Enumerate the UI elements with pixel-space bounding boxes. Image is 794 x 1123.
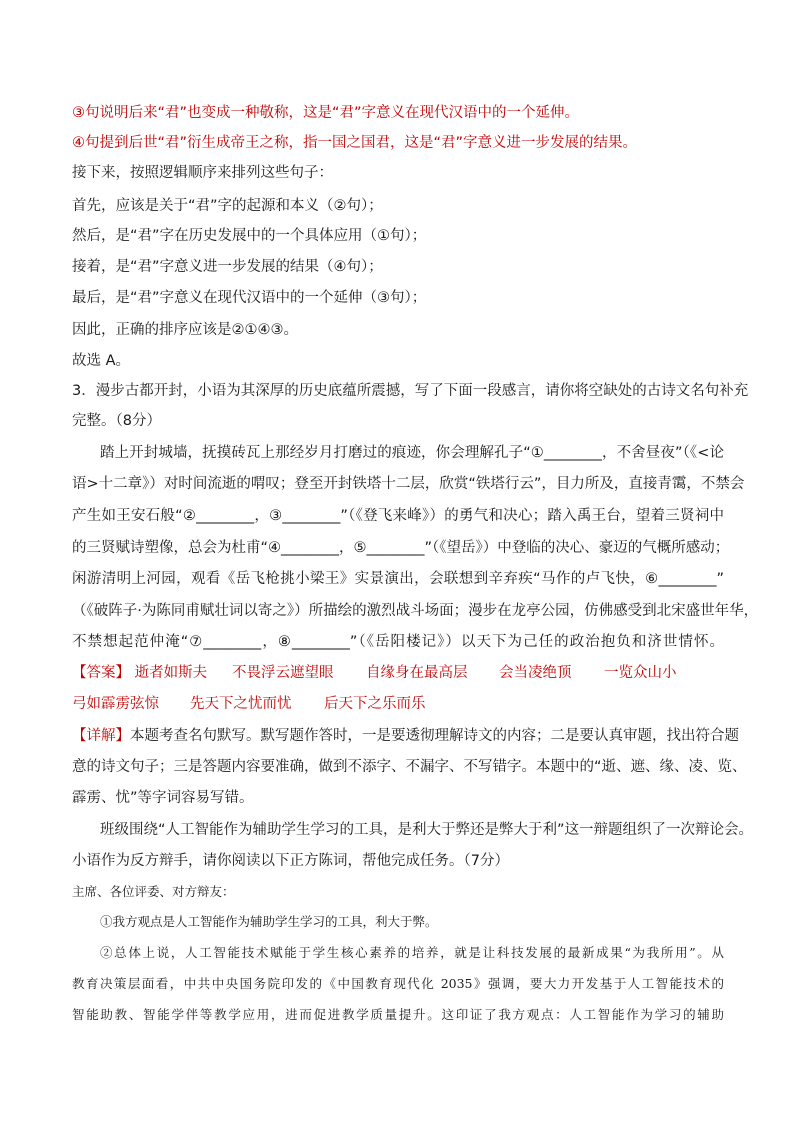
passage-line: 的三贤赋诗塑像，总会为杜甫“④________，⑤________”（《望岳》）中登临的决心、豪迈的气概所感动； [72,540,730,556]
answer-item: 弓如霹雳弦惊 [72,696,159,712]
passage-line: 产生如王安石般“②________，③________”（《登飞来峰》）的勇气和决心；踏入禹王台，望着三贤祠中 [72,508,724,524]
passage-line: （《破阵子·为陈同甫赋壮词以寄之》）所描绘的激烈战斗场面；漫步在龙亭公园，仿佛感受到北宋盛世年华， [72,603,759,619]
analysis-line: ③句说明后来“君”也变成一种敬称，这是“君”字意义在现代汉语中的一个延伸。 [72,105,580,121]
question-stem: 完整。（8分） [72,413,161,429]
question-stem: 3．漫步古都开封，小语为其深厚的历史底蕴所震撼，写了下面一段感言，请你将空缺处的古诗文名句补充 [72,383,749,399]
detail-line [72,726,739,746]
analysis-line: 故选 A。 [72,353,131,369]
passage-line: 踏上开封城墙，抚摸砖瓦上那经岁月打磨过的痕迹，你会理解孔子“①________，不舍昼夜”（《<论 [100,445,724,461]
speech-line: ②总体上说，人工智能技术赋能于学生核心素养的培养，就是让科技发展的最新成果“为我所用”。从 [100,945,724,960]
answer-row [72,694,724,714]
answer-item: 不畏浮云遮望眼 [232,665,334,681]
passage-line: 不禁想起范仲淹“⑦________，⑧________”（《岳阳楼记》）以天下为己任的政治抱负和济世情怀。 [72,634,724,650]
answer-item: 逝者如斯夫 [134,665,208,681]
analysis-line: 最后，是“君”字意义在现代汉语中的一个延伸（③句）； [72,290,427,306]
answer-item: 自缘身在最高层 [366,665,468,681]
speech-line: 智能助教、智能学伴等教学应用，进而促进教学质量提升。这印证了我方观点：人工智能作为学习的辅助 [72,1007,724,1022]
detail-line: 霹雳、忧”等字词容易写错。 [72,790,254,806]
analysis-line: 接着，是“君”字意义进一步发展的结果（④句）； [72,259,383,275]
passage-line: 闲游清明上河园，观看《岳飞枪挑小梁王》实景演出，会联想到辛弃疾“马作的卢飞快，⑥________” [72,571,724,587]
analysis-line: 然后，是“君”字在历史发展中的一个具体应用（①句）； [72,228,427,244]
question-stem: 班级围绕“人工智能作为辅助学生学习的工具，是利大于弊还是弊大于利”这一辩题组织了一次辩论会。 [100,822,754,838]
speech-line: ①我方观点是人工智能作为辅助学生学习的工具，利大于弊。 [100,914,438,929]
analysis-line: 接下来，按照逻辑顺序来排列这些句子： [72,165,333,181]
passage-line: 语>十二章》）对时间流逝的喟叹；登至开封铁塔十二层，欣赏“铁塔行云”，目力所及，直接青霭，不禁会 [72,476,745,492]
answer-item: 后天下之乐而乐 [324,696,426,712]
answer-row [72,663,724,683]
detail-line: 意的诗文句子；三是答题内容要准确，做到不添字、不漏字、不写错字。本题中的“逝、遮、缘、凌、览、 [72,759,747,775]
speech-line: 主席、各位评委、对方辩友： [72,884,235,899]
speech-line: 教育决策层面看，中共中央国务院印发的《中国教育现代化 2035》强调，要大力开发基于人工智能技术的 [72,976,724,991]
answer-item: 会当凌绝顶 [499,665,572,681]
answer-item: 一览众山小 [604,665,677,681]
answer-item: 先天下之忧而忧 [190,696,292,712]
question-stem: 小语作为反方辩手，请你阅读以下正方陈词，帮他完成任务。（7分） [72,853,509,869]
analysis-line: 因此，正确的排序应该是②①④③。 [72,322,298,338]
analysis-line: 首先，应该是关于“君”字的起源和本义（②句）； [72,198,383,214]
answer-label: 【答案】 [72,665,130,681]
detail-label: 【详解】 [72,728,130,744]
detail-text: 本题考查名句默写。默写题作答时，一是要透彻理解诗文的内容；二是要认真审题，找出符合题 [130,728,739,744]
analysis-line: ④句提到后世“君”衍生成帝王之称，指一国之国君，这是“君”字意义进一步发展的结果。 [72,135,638,151]
